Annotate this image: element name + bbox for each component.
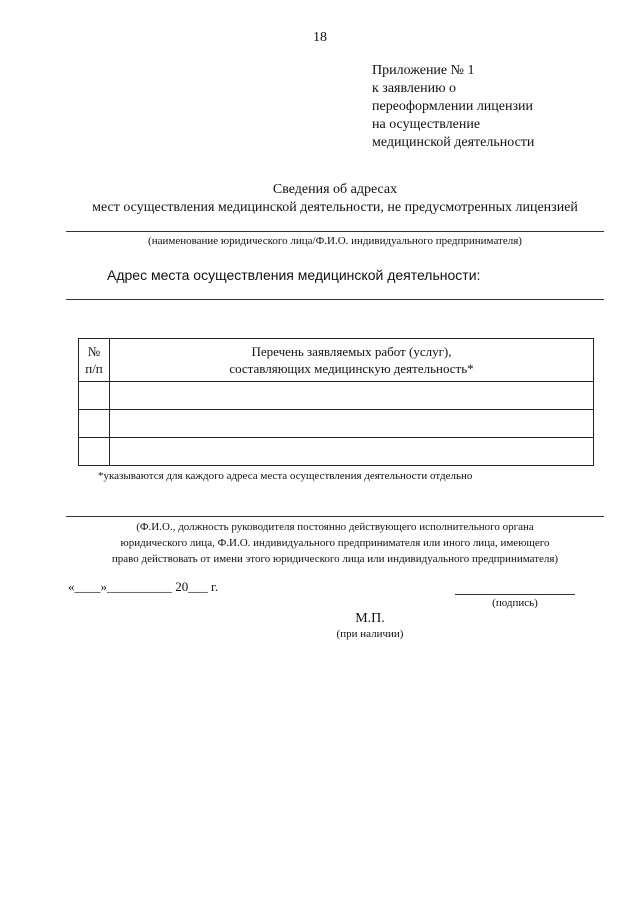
table-row bbox=[79, 382, 594, 410]
appendix-block bbox=[372, 62, 534, 152]
header-number-abbr: п/п bbox=[85, 361, 103, 376]
row-number-cell[interactable] bbox=[79, 438, 110, 466]
header-services-cell bbox=[110, 339, 594, 382]
row-number-cell[interactable] bbox=[79, 410, 110, 438]
appendix-line: Приложение № 1 bbox=[372, 63, 475, 78]
page-number: 18 bbox=[313, 30, 327, 45]
table-row bbox=[79, 410, 594, 438]
header-services-line-1: Перечень заявляемых работ (услуг), bbox=[251, 344, 452, 359]
appendix-line: медицинской деятельности bbox=[372, 135, 535, 150]
address-label: Адрес места осуществления медицинской деятельности: bbox=[107, 267, 481, 283]
row-service-cell[interactable] bbox=[110, 382, 594, 410]
stamp-label: М.П. bbox=[355, 611, 385, 626]
signature-caption: (подпись) bbox=[492, 597, 538, 609]
table-header-row bbox=[79, 339, 594, 382]
address-field-line[interactable] bbox=[66, 299, 604, 300]
stamp-note: (при наличии) bbox=[336, 628, 404, 640]
appendix-line: переоформлении лицензии bbox=[372, 99, 534, 114]
header-number-cell bbox=[79, 339, 110, 382]
table-row bbox=[79, 438, 594, 466]
entity-name-field-line[interactable] bbox=[66, 231, 604, 232]
services-table bbox=[78, 338, 594, 466]
row-number-cell[interactable] bbox=[79, 382, 110, 410]
table-footnote: *указываются для каждого адреса места осуществления деятельности отдельно bbox=[98, 470, 473, 482]
title-line-2: мест осуществления медицинской деятельности, не предусмотренных лицензией bbox=[92, 200, 578, 215]
head-caption-line-3: право действовать от имени этого юридического лица или индивидуального предпринимателя) bbox=[111, 553, 559, 565]
head-name-field-line[interactable] bbox=[66, 516, 604, 517]
head-name-caption bbox=[66, 519, 604, 567]
signature-field-line[interactable] bbox=[455, 594, 575, 595]
row-service-cell[interactable] bbox=[110, 410, 594, 438]
head-caption-line-1: (Ф.И.О., должность руководителя постоянно действующего исполнительного органа bbox=[136, 521, 534, 533]
head-caption-line-2: юридического лица, Ф.И.О. индивидуального предпринимателя или иного лица, имеющего bbox=[120, 537, 550, 549]
title-line-1: Сведения об адресах bbox=[272, 182, 398, 197]
document-title bbox=[0, 181, 640, 217]
header-services-line-2: составляющих медицинскую деятельность* bbox=[229, 361, 474, 376]
header-number-symbol: № bbox=[87, 344, 101, 359]
date-field[interactable]: «____»__________ 20___ г. bbox=[68, 579, 219, 594]
entity-name-caption: (наименование юридического лица/Ф.И.О. индивидуального предпринимателя) bbox=[148, 235, 522, 247]
row-service-cell[interactable] bbox=[110, 438, 594, 466]
appendix-line: к заявлению о bbox=[372, 81, 457, 96]
appendix-line: на осуществление bbox=[372, 117, 481, 132]
